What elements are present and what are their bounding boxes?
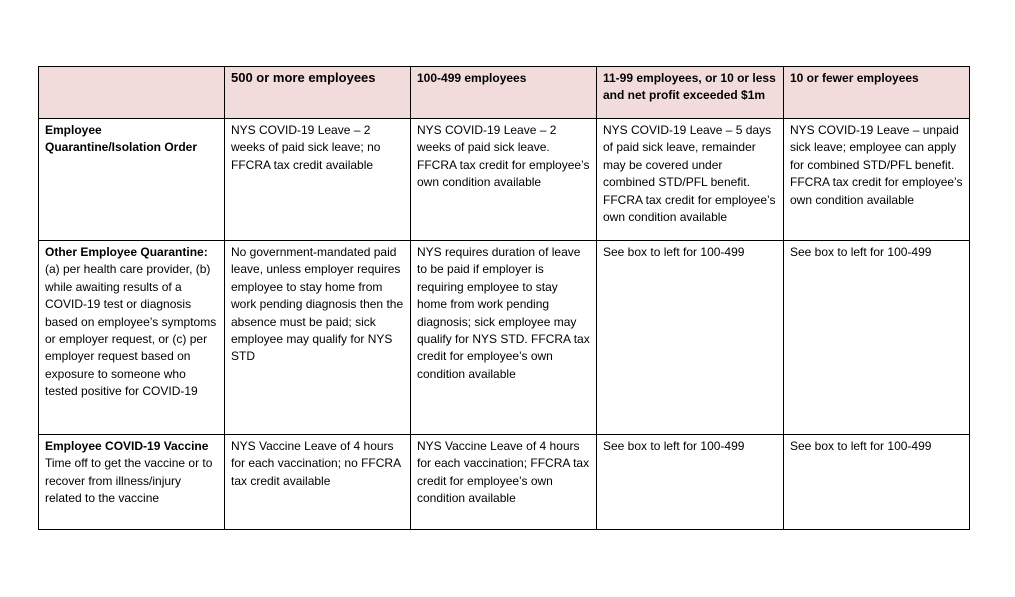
row-description: (a) per health care provider, (b) while awaiting results of a COVID-19 test or diagnosis based on employee’s symptoms or employer request, or (c) per employer request based on exposure to someone who tested positive for COVID-19 (45, 262, 217, 399)
cell-100-499: NYS COVID-19 Leave – 2 weeks of paid sick leave. FFCRA tax credit for employee’s own condition available (411, 119, 597, 241)
cell-10-or-fewer: NYS COVID-19 Leave – unpaid sick leave; employee can apply for combined STD/PFL benefit. FFCRA tax credit for employee’s own condition available (784, 119, 970, 241)
header-10-or-fewer: 10 or fewer employees (784, 67, 970, 119)
header-500-plus: 500 or more employees (225, 67, 411, 119)
cell-100-499: NYS Vaccine Leave of 4 hours for each vaccination; FFCRA tax credit for employee’s own condition available (411, 435, 597, 530)
cell-10-or-fewer: See box to left for 100-499 (784, 435, 970, 530)
row-title: Employee Quarantine/Isolation Order (45, 123, 198, 155)
row-label-cell (39, 435, 225, 530)
cell-500-plus: NYS Vaccine Leave of 4 hours for each vaccination; no FFCRA tax credit available (225, 435, 411, 530)
table-row (39, 119, 970, 241)
row-title: Other Employee Quarantine: (45, 245, 208, 259)
cell-500-plus: No government-mandated paid leave, unless employer requires employee to stay home from work pending diagnosis then the absence must be paid; sick employee may qualify for NYS STD (225, 241, 411, 435)
header-blank-cell (39, 67, 225, 119)
header-row (39, 67, 970, 119)
table-row (39, 435, 970, 530)
row-label-cell (39, 241, 225, 435)
header-11-99: 11-99 employees, or 10 or less and net profit exceeded $1m (597, 67, 784, 119)
cell-11-99: See box to left for 100-499 (597, 435, 784, 530)
table-row (39, 241, 970, 435)
header-100-499: 100-499 employees (411, 67, 597, 119)
cell-10-or-fewer: See box to left for 100-499 (784, 241, 970, 435)
cell-100-499: NYS requires duration of leave to be paid if employer is requiring employee to stay home from work pending diagnosis; sick employee may qualify for NYS STD. FFCRA tax credit for employee’s own condition available (411, 241, 597, 435)
cell-11-99: See box to left for 100-499 (597, 241, 784, 435)
leave-comparison-table (38, 66, 970, 530)
row-title: Employee COVID-19 Vaccine (45, 439, 209, 453)
cell-500-plus: NYS COVID-19 Leave – 2 weeks of paid sick leave; no FFCRA tax credit available (225, 119, 411, 241)
row-label-cell (39, 119, 225, 241)
cell-11-99: NYS COVID-19 Leave – 5 days of paid sick leave, remainder may be covered under combined STD/PFL benefit. FFCRA tax credit for employee’s own condition available (597, 119, 784, 241)
row-description: Time off to get the vaccine or to recover from illness/injury related to the vaccine (45, 456, 213, 506)
